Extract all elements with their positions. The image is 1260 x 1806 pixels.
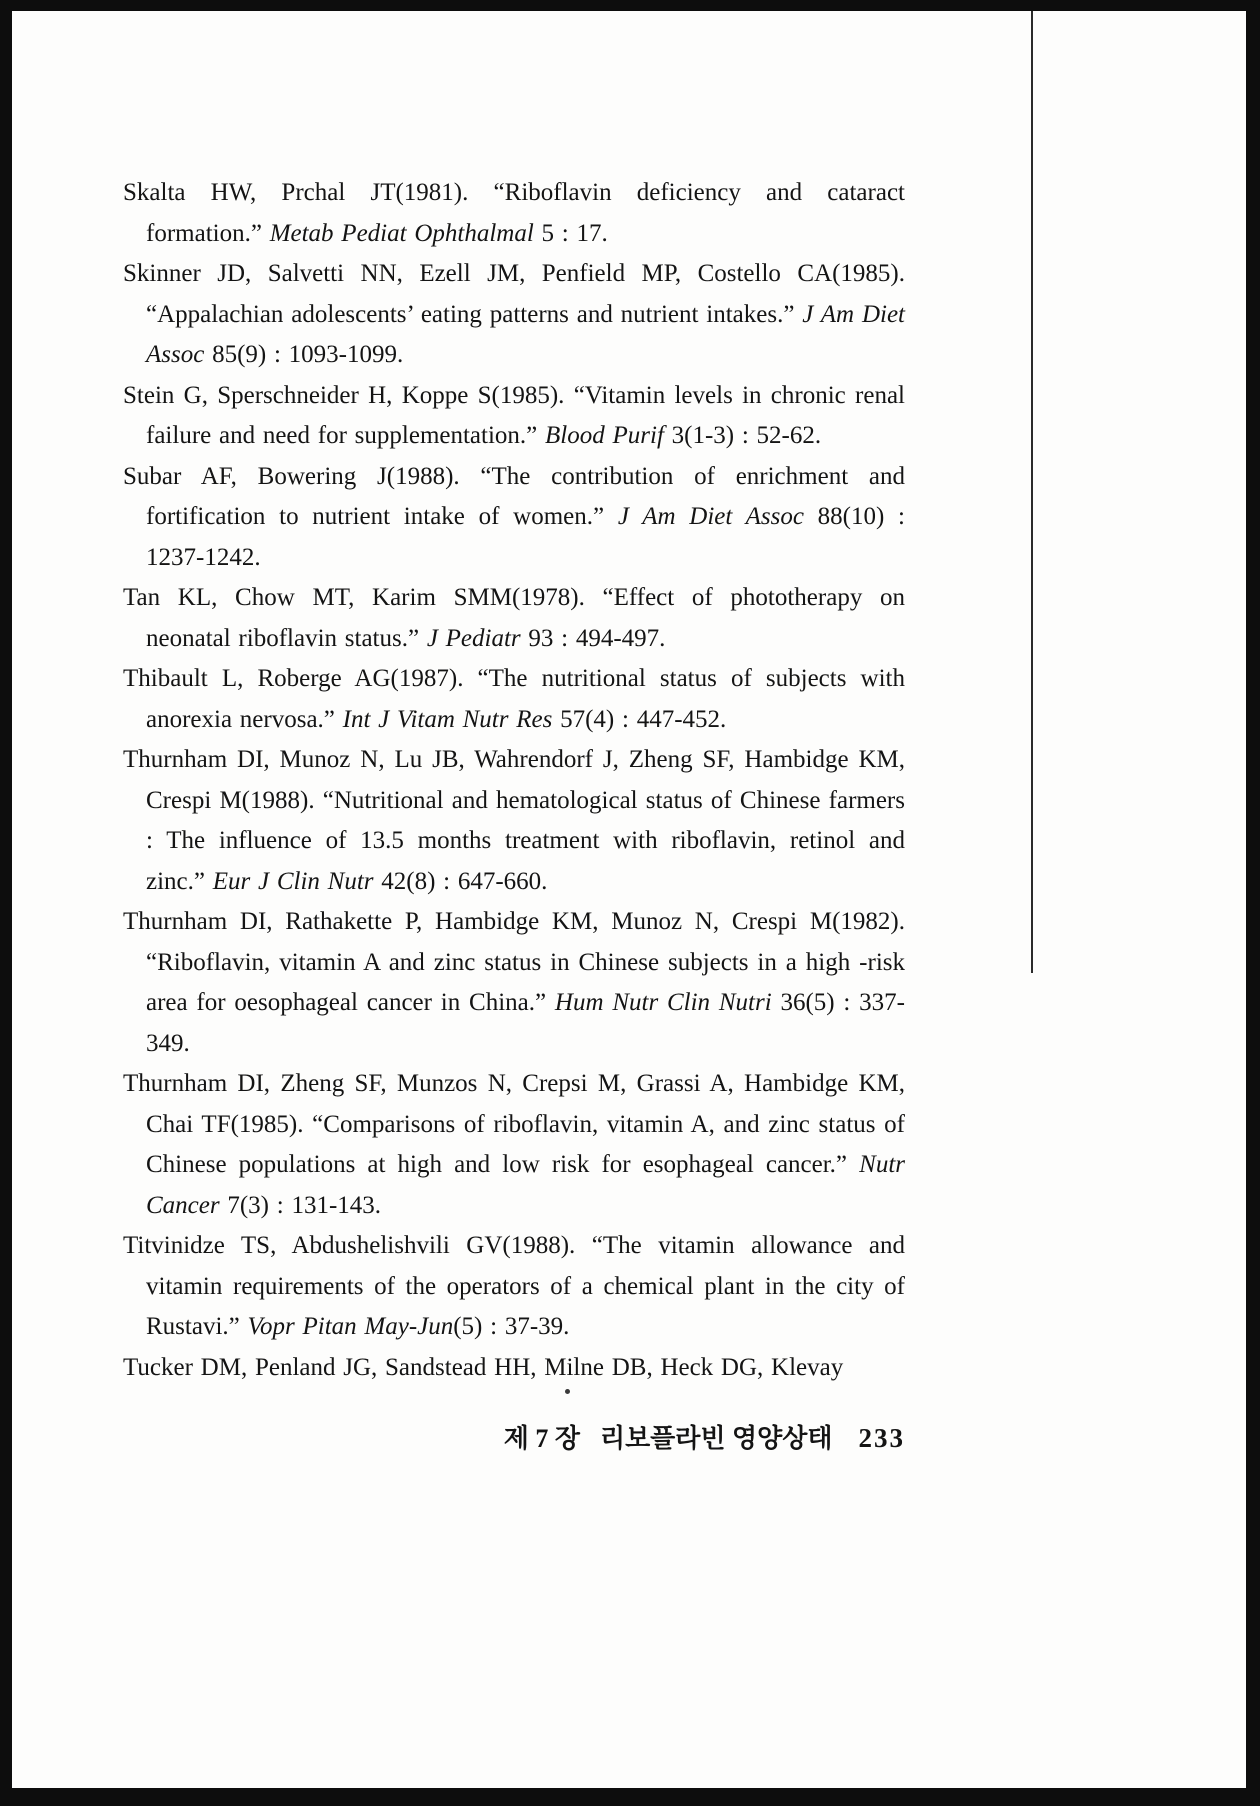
journal-name: Vopr Pitan May-Jun (247, 1313, 454, 1340)
scan-speck (565, 1389, 570, 1394)
reference-entry (123, 173, 905, 254)
reference-entry (123, 902, 905, 1064)
reference-text: Titvinidze TS, Abdushelishvili GV(1988). “The vitamin allowance and vitamin requirements of the operators of a chemical plant in the city of Rustavi.” (123, 1232, 905, 1340)
reference-text: Tan KL, Chow MT, Karim SMM(1978). “Effect of phototherapy on neonatal riboflavin status.” (123, 584, 905, 652)
page-footer (123, 1418, 905, 1455)
reference-text: Thurnham DI, Munoz N, Lu JB, Wahrendorf J, Zheng SF, Hambidge KM, Crespi M(1988). “Nutritional and hematological status of Chinese farmers : The influence of 13.5 months treatment with riboflavin, retinol and zinc.” (123, 746, 905, 895)
reference-entry (123, 740, 905, 902)
reference-text: 3(1-3) : 52-62. (663, 422, 822, 449)
journal-name: Eur J Clin Nutr (212, 867, 374, 895)
reference-text: 88(10) : 1237-1242. (146, 503, 905, 571)
reference-entry (123, 1226, 905, 1348)
reference-text: 5 : 17. (533, 219, 608, 247)
journal-name: Blood Purif (545, 422, 664, 449)
reference-text: (5) : 37-39. (453, 1313, 570, 1340)
reference-text: Subar AF, Bowering J(1988). “The contribution of enrichment and fortification to nutrient intake of women.” (123, 462, 905, 530)
reference-text: 57(4) : 447-452. (552, 705, 727, 733)
journal-name: J Am Diet Assoc (146, 300, 905, 368)
reference-text: 36(5) : 337-349. (146, 989, 906, 1057)
reference-entry (123, 659, 905, 740)
journal-name: Metab Pediat Ophthalmal (269, 219, 534, 247)
reference-text: Thibault L, Roberge AG(1987). “The nutritional status of subjects with anorexia nervosa.” (123, 665, 905, 733)
journal-name: J Am Diet Assoc (617, 503, 804, 530)
footer-chapter-label: 제 7 장 (503, 1424, 580, 1453)
reference-text: 93 : 494-497. (520, 624, 666, 652)
reference-text: 85(9) : 1093-1099. (204, 341, 404, 368)
reference-text: 7(3) : 131-143. (219, 1191, 382, 1219)
journal-name: Int J Vitam Nutr Res (342, 705, 553, 733)
reference-text: Tucker DM, Penland JG, Sandstead HH, Milne DB, Heck DG, Klevay (123, 1353, 844, 1381)
reference-text: Stein G, Sperschneider H, Koppe S(1985). “Vitamin levels in chronic renal failure and need for supplementation.” (123, 381, 905, 449)
reference-text: Thurnham DI, Zheng SF, Munzos N, Crepsi M, Grassi A, Hambidge KM, Chai TF(1985). “Comparisons of riboflavin, vitamin A, and zinc status of Chinese populations at high and low risk for esophageal cancer.” (123, 1070, 905, 1178)
reference-entry (123, 578, 905, 659)
reference-text: Skalta HW, Prchal JT(1981). “Riboflavin deficiency and cataract formation.” (123, 179, 905, 247)
reference-text: Thurnham DI, Rathakette P, Hambidge KM, Munoz N, Crespi M(1982). “Riboflavin, vitamin A and zinc status in Chinese subjects in a high -risk area for oesophageal cancer in China.” (123, 908, 905, 1016)
footer-chapter-title: 리보플라빈 영양상태 (599, 1424, 833, 1453)
reference-text: 42(8) : 647-660. (373, 867, 548, 895)
references-list (123, 173, 905, 1388)
reference-entry (123, 1348, 905, 1389)
journal-name: J Pediatr (426, 624, 521, 652)
book-page (12, 11, 1246, 1788)
reference-text: Skinner JD, Salvetti NN, Ezell JM, Penfield MP, Costello CA(1985). “Appalachian adolescents’ eating patterns and nutrient intakes.” (123, 260, 905, 328)
journal-name: Nutr Cancer (146, 1151, 905, 1219)
footer-page-number: 233 (858, 1423, 905, 1453)
reference-entry (123, 254, 905, 376)
reference-entry (123, 1064, 905, 1226)
reference-entry (123, 457, 905, 579)
reference-entry (123, 376, 905, 457)
scan-edge-line (1031, 11, 1033, 973)
journal-name: Hum Nutr Clin Nutri (554, 989, 772, 1016)
